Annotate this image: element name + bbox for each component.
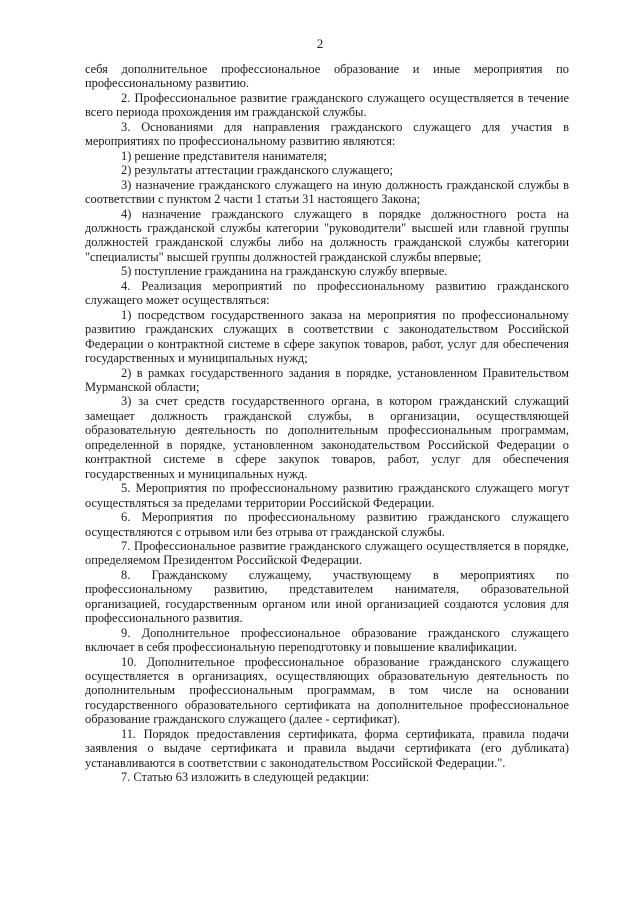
subitem-3-3: 3) назначение гражданского служащего на иную должность гражданской службы в соответствии с пунктом 2 части 1 статьи 31 настоящего Закона; [85,177,569,207]
paragraph-item-10: 10. Дополнительное профессиональное образование гражданского служащего осуществляется в организациях, осуществляющих образовательную деятельность по дополнительным профессиональным программам, в том числе на основании государственного образовательного сертификата на дополнительное профессиональное образование гражданского служащего (далее - сертификат). [85,654,569,727]
subitem-3-4: 4) назначение гражданского служащего в порядке должностного роста на должность гражданской службы категории "руководители" высшей или главной группы должностей гражданской службы либо на должность гражданской службы категории "специалисты" высшей группы должностей гражданской службы впервые; [85,206,569,264]
paragraph-item-11: 11. Порядок предоставления сертификата, форма сертификата, правила подачи заявления о выдаче сертификата и правила выдачи сертификата (его дубликата) устанавливаются в соответствии с законодательством Российской Федерации.". [85,726,569,770]
page-number: 2 [316,36,324,51]
document-body [85,62,569,785]
paragraph-item-9: 9. Дополнительное профессиональное образование гражданского служащего включает в себя профессиональную переподготовку и повышение квалификации. [85,625,569,655]
paragraph-item-3: 3. Основаниями для направления гражданского служащего для участия в мероприятиях по профессиональному развитию являются: [85,119,569,149]
paragraph-item-7: 7. Профессиональное развитие гражданского служащего осуществляется в порядке, определяемом Президентом Российской Федерации. [85,538,569,568]
paragraph-continuation: себя дополнительное профессиональное образование и иные мероприятия по профессиональному развитию. [85,62,569,91]
paragraph-article-63-intro: 7. Статью 63 изложить в следующей редакции: [121,770,370,785]
subitem-4-2: 2) в рамках государственного задания в порядке, установленном Правительством Мурманской области; [85,365,569,394]
subitem-3-1: 1) решение представителя нанимателя; [121,148,327,163]
subitem-3-5: 5) поступление гражданина на гражданскую службу впервые. [121,264,448,279]
paragraph-item-2: 2. Профессиональное развитие гражданского служащего осуществляется в течение всего периода прохождения им гражданской службы. [85,90,569,120]
paragraph-item-6: 6. Мероприятия по профессиональному развитию гражданского служащего осуществляются с отрывом или без отрыва от гражданской службы. [85,510,569,539]
paragraph-item-8: 8. Гражданскому служащему, участвующему в мероприятиях по профессиональному развитию, представителем нанимателя, образовательной организацией, государственным органом или иной организацией создаются условия для профессионального развития. [85,567,569,626]
paragraph-item-4: 4. Реализация мероприятий по профессиональному развитию гражданского служащего может осуществляться: [85,278,569,308]
paragraph-item-5: 5. Мероприятия по профессиональному развитию гражданского служащего могут осуществляться за пределами территории Российской Федерации. [85,481,569,510]
subitem-4-3: 3) за счет средств государственного органа, в котором гражданский служащий замещает должность гражданской службы, в организации, осуществляющей образовательную деятельность по дополнительным профессиональным программам, определенной в порядке, установленном законодательством Российской Федерации о контрактной системе в сфере закупок товаров, работ, услуг для обеспечения государственных и муниципальных нужд. [85,394,569,481]
subitem-3-2: 2) результаты аттестации гражданского служащего; [121,163,394,178]
subitem-4-1: 1) посредством государственного заказа на мероприятия по профессиональному развитию гражданских служащих в соответствии с законодательством Российской Федерации о контрактной системе в сфере закупок товаров, работ, услуг для обеспечения государственных и муниципальных нужд; [85,307,569,366]
